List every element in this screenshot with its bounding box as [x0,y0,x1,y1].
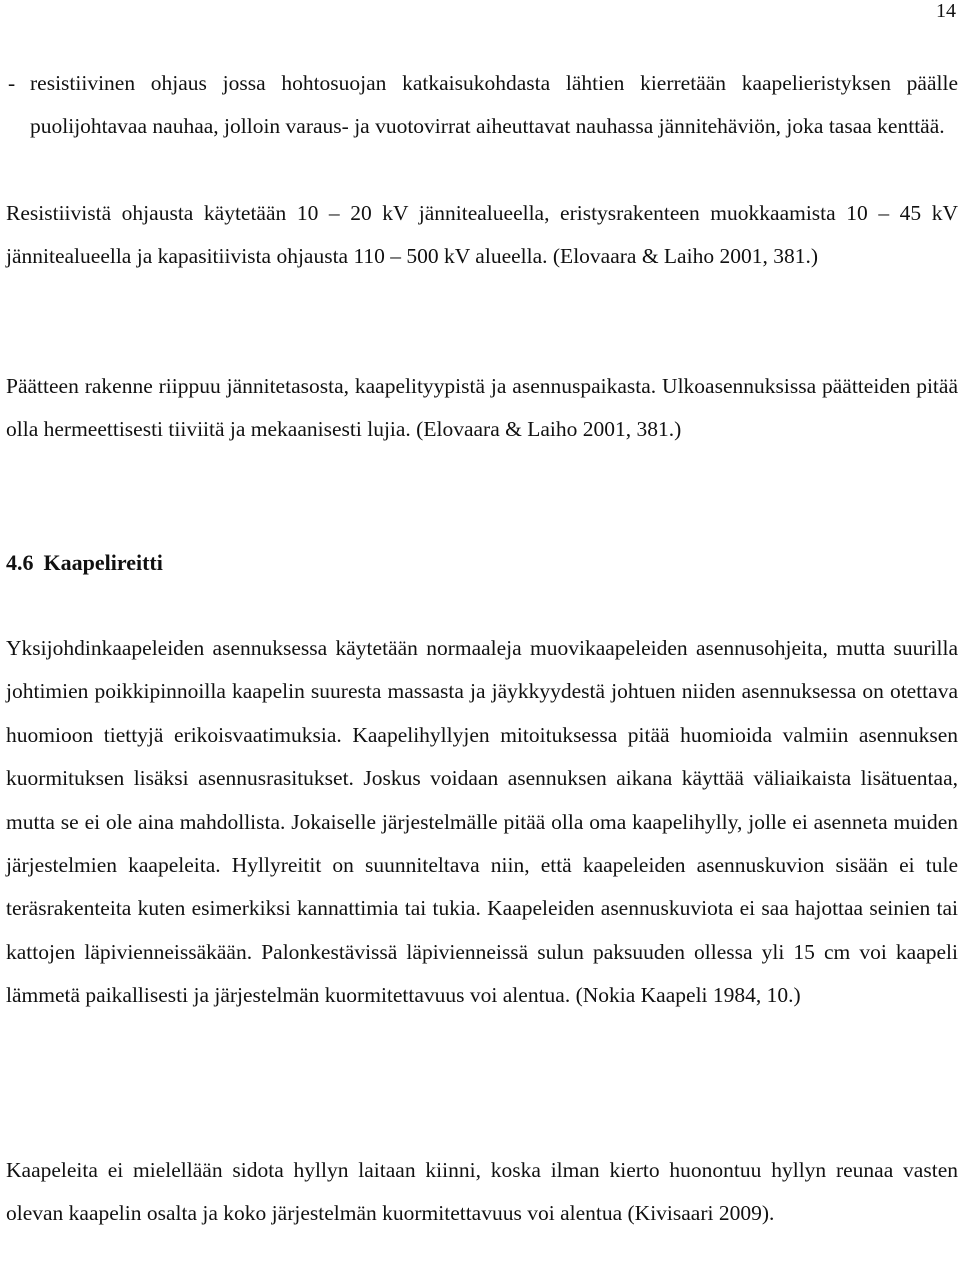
paragraph-terminal-structure: Päätteen rakenne riippuu jännitetasosta, kaapelityypistä ja asennuspaikasta. Ulkoasennuksissa päätteiden pitää olla hermeettisesti tiiviitä ja mekaanisesti lujia. (Elovaara & Laiho 2001, 381.) [6,374,958,442]
bullet-item: resistiivinen ohjaus jossa hohtosuojan katkaisukohdasta lähtien kierretään kaapelieristyksen päälle puolijohtavaa nauhaa, jolloin varaus- ja vuotovirrat aiheuttavat nauhassa jännitehäviön, joka tasaa kenttää. [30,71,958,139]
bullet-marker: - [8,71,16,95]
section-heading [6,541,163,584]
page-number: 14 [936,0,956,22]
paragraph-single-core-installation: Yksijohdinkaapeleiden asennuksessa käytetään normaaleja muovikaapeleiden asennusohjeita, mutta suurilla johtimien poikkipinnoilla kaapelin suuresta massasta ja jäykkyydestä johtuen niiden asennuksessa on otettava huomioon tiettyjä erikoisvaatimuksia. Kaapelihyllyjen mitoituksessa pitää huomioida valmiin asennuksen kuormituksen lisäksi asennusrasitukset. Joskus voidaan asennuksen aikana käyttää väliaikaista lisätuentaa, mutta se ei ole aina mahdollista. Jokaiselle järjestelmälle pitää olla oma kaapelihylly, jolle ei asenneta muiden järjestelmien kaapeleita. Hyllyreitit on suunniteltava niin, että kaapeleiden asennuskuvion sisään ei tule teräsrakenteita kuten esimerkiksi kannattimia tai tukia. Kaapeleiden asennuskuviota ei saa hajottaa seinien tai kattojen läpivienneissäkään. Palonkestävissä läpivienneissä sulun paksuuden ollessa yli 15 cm voi kaapeli lämmetä paikallisesti ja järjestelmän kuormitettavuus voi alentua. (Nokia Kaapeli 1984, 10.) [6,636,958,1008]
section-title: Kaapelireitti [43,550,163,575]
paragraph-cable-tying: Kaapeleita ei mielellään sidota hyllyn laitaan kiinni, koska ilman kierto huonontuu hyllyn reunaa vasten olevan kaapelin osalta ja koko järjestelmän kuormitettavuus voi alentua (Kivisaari 2009). [6,1158,958,1226]
section-number: 4.6 [6,550,34,575]
paragraph-control-methods: Resistiivistä ohjausta käytetään 10 – 20 kV jännitealueella, eristysrakenteen muokkaamista 10 – 45 kV jännitealueella ja kapasitiivista ohjausta 110 – 500 kV alueella. (Elovaara & Laiho 2001, 381.) [6,201,958,269]
